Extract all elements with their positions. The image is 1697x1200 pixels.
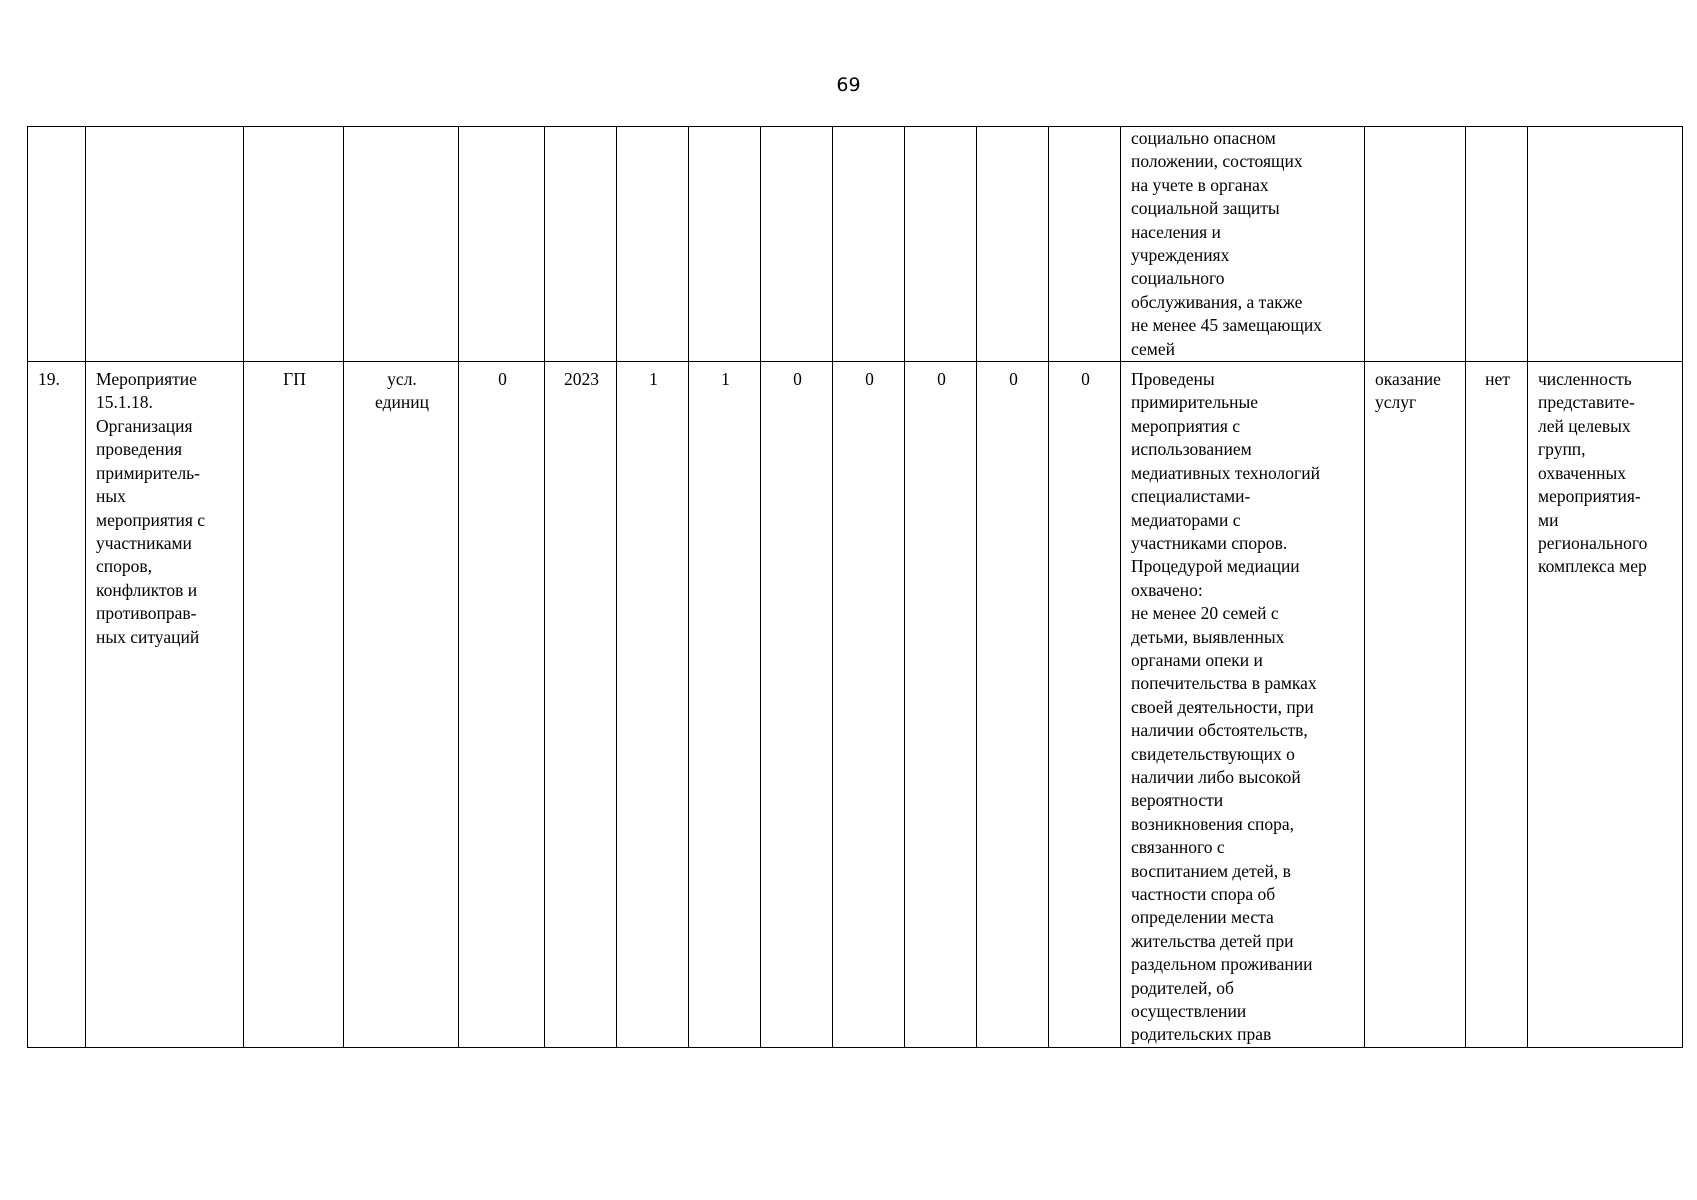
- cell-value-4: [833, 127, 905, 362]
- table-row-19: [28, 362, 1683, 1048]
- cell-value-2: 1: [689, 362, 761, 1048]
- cell-value-7: [1049, 127, 1121, 362]
- cell-flag: [1466, 127, 1528, 362]
- cell-year: 2023: [545, 362, 617, 1048]
- cell-value-1: 1: [617, 362, 689, 1048]
- page-number: 69: [836, 74, 861, 96]
- cell-result: Проведены примирительные мероприятия с использованием медиативных технологий специалистами- медиаторами с участниками споров. Процедурой медиации охвачено: не менее 20 семей с детьми, выявленных органами опеки и попечительства в рамках своей деятельности, при наличии обстоятельств, свидетельствующих о наличии либо высокой вероятности возникновения спора, связанного с воспитанием детей, в частности спора об определении места жительства детей при раздельном проживании родителей, об осуществлении родительских прав: [1121, 362, 1365, 1048]
- cell-value-3: [761, 127, 833, 362]
- cell-value-5: [905, 127, 977, 362]
- cell-category: [1365, 127, 1466, 362]
- table-row-continuation: [28, 127, 1683, 362]
- cell-base-value: [459, 127, 545, 362]
- measures-table: [27, 126, 1683, 1048]
- cell-value-6: [977, 127, 1049, 362]
- cell-category: оказание услуг: [1365, 362, 1466, 1048]
- cell-flag: нет: [1466, 362, 1528, 1048]
- cell-unit: усл. единиц: [344, 362, 459, 1048]
- cell-value-7: 0: [1049, 362, 1121, 1048]
- cell-result: социально опасном положении, состоящих на учете в органах социальной защиты населения и учреждениях социального обслуживания, а также не менее 45 замещающих семей: [1121, 127, 1365, 362]
- cell-year: [545, 127, 617, 362]
- cell-number: 19.: [28, 362, 86, 1048]
- cell-indicator: численность представите- лей целевых групп, охваченных мероприятия- ми регионального комплекса мер: [1528, 362, 1683, 1048]
- cell-unit: [344, 127, 459, 362]
- cell-type: ГП: [244, 362, 344, 1048]
- cell-value-2: [689, 127, 761, 362]
- cell-value-6: 0: [977, 362, 1049, 1048]
- cell-name: [86, 127, 244, 362]
- cell-name: Мероприятие 15.1.18. Организация проведения примиритель- ных мероприятия с участниками споров, конфликтов и противоправ- ных ситуаций: [86, 362, 244, 1048]
- cell-base-value: 0: [459, 362, 545, 1048]
- cell-value-4: 0: [833, 362, 905, 1048]
- cell-value-3: 0: [761, 362, 833, 1048]
- cell-number: [28, 127, 86, 362]
- cell-value-5: 0: [905, 362, 977, 1048]
- cell-value-1: [617, 127, 689, 362]
- cell-indicator: [1528, 127, 1683, 362]
- cell-type: [244, 127, 344, 362]
